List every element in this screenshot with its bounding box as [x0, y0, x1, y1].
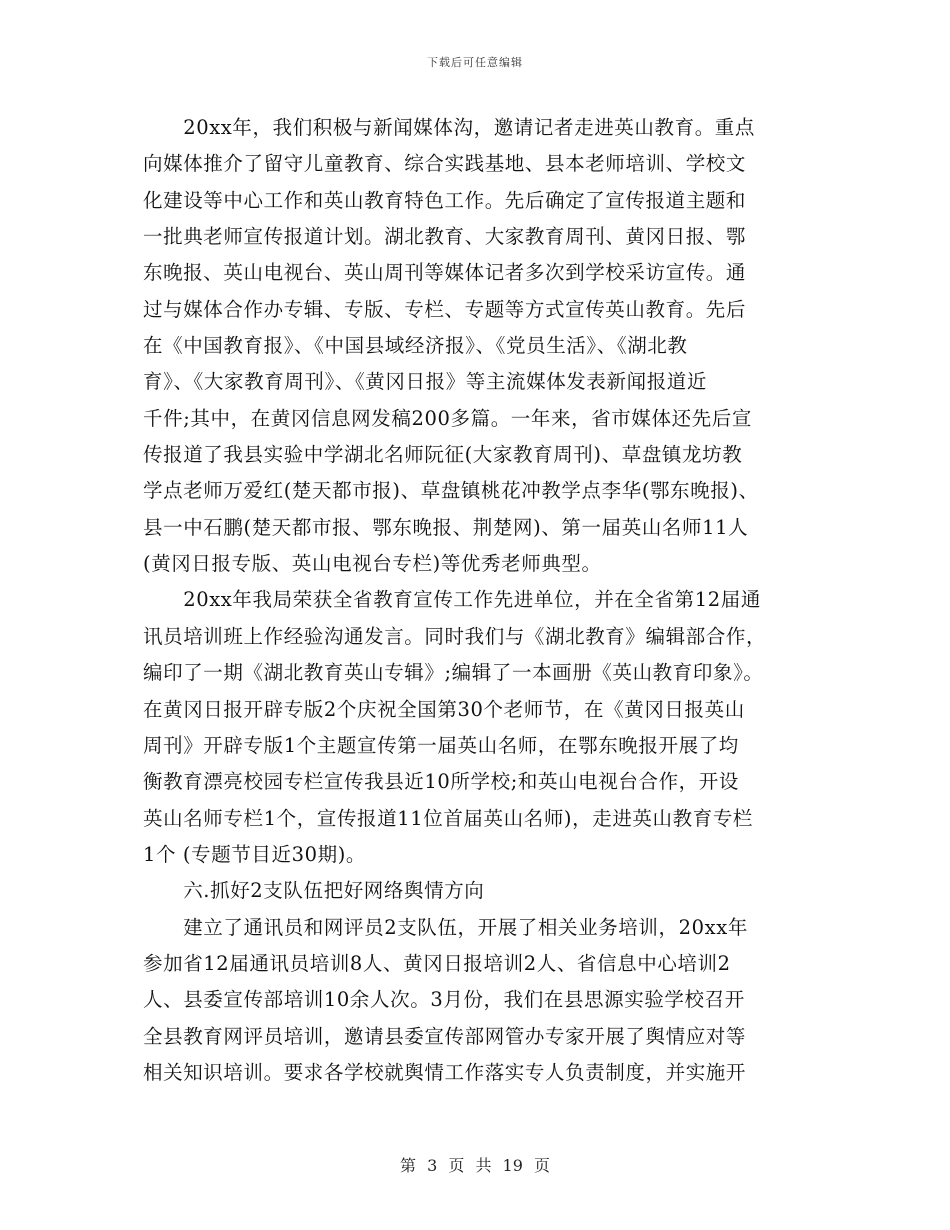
text-line: 讯员培训班上作经验沟通发言。同时我们与《湖北教育》编辑部合作，	[143, 624, 767, 648]
text-line: 一批典老师宣传报道计划。湖北教育、大家教育周刊、黄冈日报、鄂	[143, 225, 747, 249]
text-line: 1个 (专题节目近30期)。	[143, 842, 367, 866]
text-line: 在黄冈日报开辟专版2个庆祝全国第30个老师节，在《黄冈日报英山	[143, 697, 745, 721]
text-line: 相关知识培训。要求各学校就舆情工作落实专人负责制度，并实施开	[143, 1060, 747, 1084]
text-line: 周刊》开辟专版1个主题宣传第一届英山名师，在鄂东晚报开展了均	[143, 733, 739, 757]
page-header: 下载后可任意编辑	[427, 56, 523, 69]
text-line: 全县教育网评员培训，邀请县委宣传部网管办专家开展了舆情应对等	[143, 1024, 747, 1048]
text-line: 学点老师万爱红(楚天都市报)、草盘镇桃花冲教学点李华(鄂东晚报)、	[143, 479, 759, 503]
text-line: 参加省12届通讯员培训8人、黄冈日报培训2人、省信息中心培训2	[143, 951, 731, 975]
page-footer: 第 3 页 共 19 页	[400, 1156, 550, 1175]
text-line: 在《中国教育报》、《中国县域经济报》、《党员生活》、《湖北教	[143, 334, 688, 358]
text-line: 传报道了我县实验中学湖北名师阮征(大家教育周刊)、草盘镇龙坊教	[143, 443, 743, 467]
text-line: 20xx年我局荣获全省教育宣传工作先进单位，并在全省第12届通	[143, 588, 761, 612]
text-line: 千件;其中，在黄冈信息网发稿200多篇。一年来，省市媒体还先后宣	[143, 406, 752, 430]
section-heading: 六.抓好2支队伍把好网络舆情方向	[143, 879, 485, 903]
document-body	[143, 110, 813, 1091]
text-line: 向媒体推介了留守儿童教育、综合实践基地、县本老师培训、学校文	[143, 152, 747, 176]
text-line: 英山名师专栏1个，宣传报道11位首届英山名师)，走进英山教育专栏	[143, 806, 754, 830]
text-line: 20xx年，我们积极与新闻媒体沟，邀请记者走进英山教育。重点	[143, 116, 756, 139]
text-line: (黄冈日报专版、英山电视台专栏)等优秀老师典型。	[143, 552, 602, 576]
text-line: 过与媒体合作办专辑、专版、专栏、专题等方式宣传英山教育。先后	[143, 297, 747, 321]
text-line: 育》、《大家教育周刊》、《黄冈日报》等主流媒体发表新闻报道近	[143, 370, 708, 394]
text-line: 东晚报、英山电视台、英山周刊等媒体记者多次到学校采访宣传。通	[143, 261, 747, 285]
text-line: 人、县委宣传部培训10余人次。3月份，我们在县思源实验学校召开	[143, 988, 745, 1012]
text-line: 化建设等中心工作和英山教育特色工作。先后确定了宣传报道主题和	[143, 188, 747, 212]
text-line: 建立了通讯员和网评员2支队伍，开展了相关业务培训，20xx年	[143, 915, 748, 939]
text-line: 编印了一期《湖北教育英山专辑》;编辑了一本画册《英山教育印象》。	[143, 661, 764, 685]
text-line: 衡教育漂亮校园专栏宣传我县近10所学校;和英山电视台合作，开设	[143, 770, 739, 794]
text-line: 县一中石鹏(楚天都市报、鄂东晚报、荆楚网)、第一届英山名师11人	[143, 515, 749, 539]
